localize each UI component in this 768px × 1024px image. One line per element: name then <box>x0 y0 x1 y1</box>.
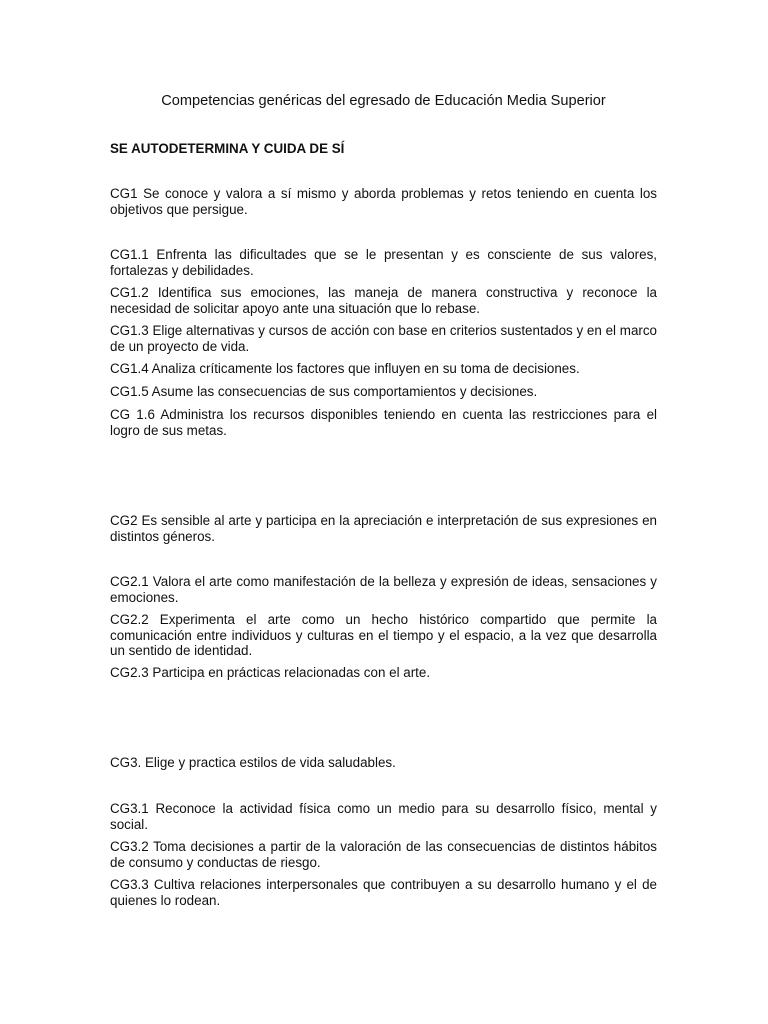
cg1-6-item: CG 1.6 Administra los recursos disponibles teniendo en cuenta las restricciones para el logro de sus metas. <box>110 407 657 438</box>
cg2-3-item: CG2.3 Participa en prácticas relacionadas con el arte. <box>110 665 431 680</box>
cg1-1-item: CG1.1 Enfrenta las dificultades que se le presentan y es consciente de sus valores, fortalezas y debilidades. <box>110 247 657 278</box>
cg1-statement: CG1 Se conoce y valora a sí mismo y aborda problemas y retos teniendo en cuenta los objetivos que persigue. <box>110 186 657 217</box>
cg2-statement: CG2 Es sensible al arte y participa en la apreciación e interpretación de sus expresiones en distintos géneros. <box>110 513 657 544</box>
document-title: Competencias genéricas del egresado de Educación Media Superior <box>161 93 606 109</box>
cg1-3-item: CG1.3 Elige alternativas y cursos de acción con base en criterios sustentados y en el marco de un proyecto de vida. <box>110 323 657 354</box>
cg3-1-item: CG3.1 Reconoce la actividad física como un medio para su desarrollo físico, mental y social. <box>110 801 657 832</box>
cg2-1-item: CG2.1 Valora el arte como manifestación de la belleza y expresión de ideas, sensaciones y emociones. <box>110 574 657 605</box>
cg2-2-item: CG2.2 Experimenta el arte como un hecho histórico compartido que permite la comunicación entre individuos y culturas en el tiempo y el espacio, a la vez que desarrolla un sentido de identidad. <box>110 612 657 658</box>
cg1-2-item: CG1.2 Identifica sus emociones, las maneja de manera constructiva y reconoce la necesidad de solicitar apoyo ante una situación que lo rebase. <box>110 285 657 316</box>
cg3-2-item: CG3.2 Toma decisiones a partir de la valoración de las consecuencias de distintos hábitos de consumo y conductas de riesgo. <box>110 839 657 870</box>
cg1-5-item: CG1.5 Asume las consecuencias de sus comportamientos y decisiones. <box>110 384 538 399</box>
cg1-4-item: CG1.4 Analiza críticamente los factores que influyen en su toma de decisiones. <box>110 361 580 376</box>
cg3-3-item: CG3.3 Cultiva relaciones interpersonales que contribuyen a su desarrollo humano y el de quienes lo rodean. <box>110 877 657 908</box>
cg3-statement: CG3. Elige y practica estilos de vida saludables. <box>110 755 396 770</box>
section-heading: SE AUTODETERMINA Y CUIDA DE SÍ <box>110 141 345 156</box>
